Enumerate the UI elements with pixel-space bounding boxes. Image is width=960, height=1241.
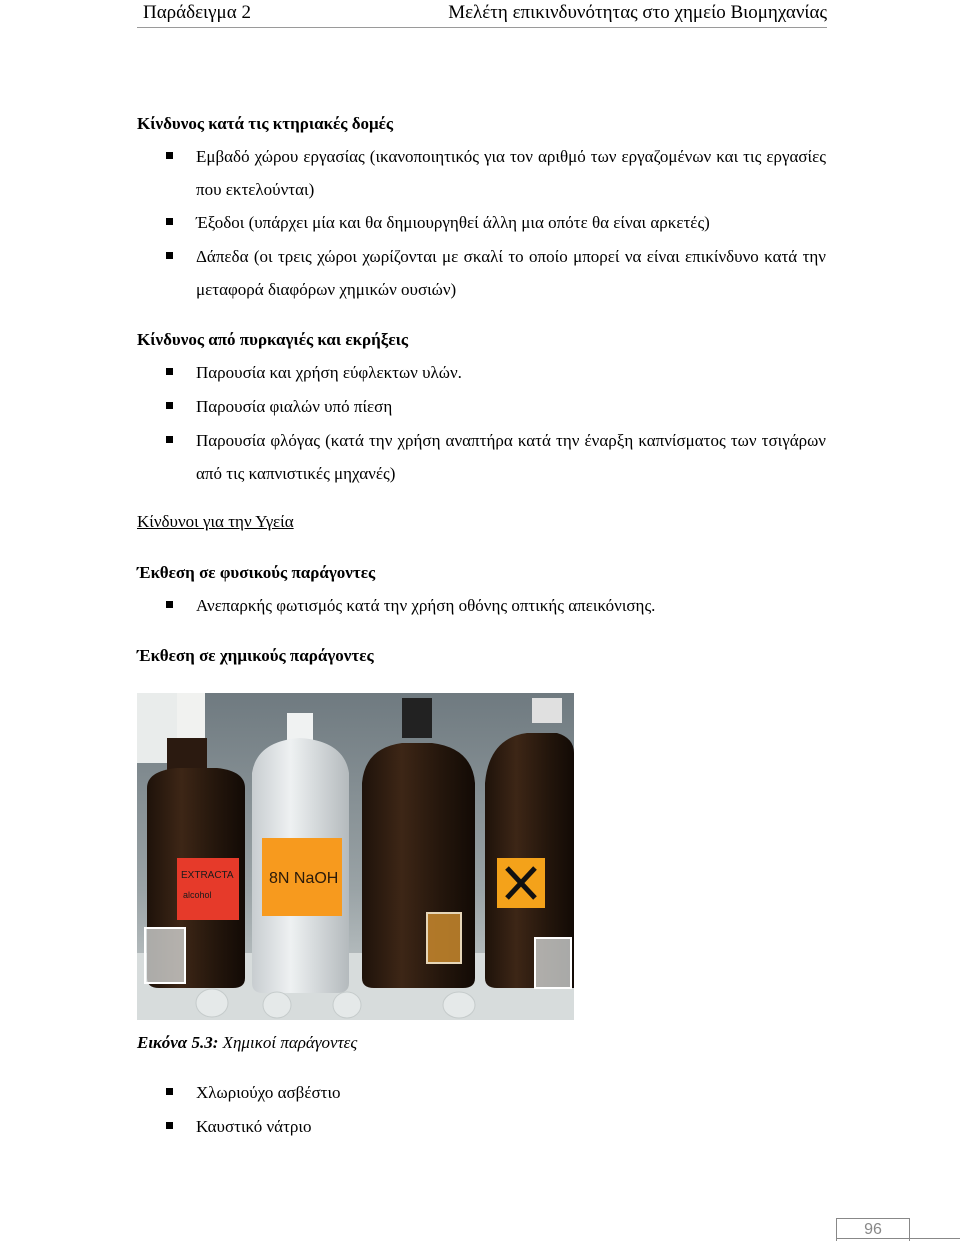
bottle-label-text: EXTRACTA: [181, 870, 234, 881]
bullet-icon: [166, 1088, 173, 1095]
lab-bottles-photo: [137, 693, 574, 1020]
list-item: Έξοδοι (υπάρχει μία και θα δημιουργηθεί άλλη μια οπότε θα είναι αρκετές): [166, 206, 826, 239]
bottle-label-text: 8N NaOH: [269, 870, 339, 887]
bottle-label-text: alcohol: [183, 890, 212, 900]
figure-caption-text: Χημικοί παράγοντες: [218, 1033, 358, 1052]
page-header: [137, 0, 827, 28]
bullet-icon: [166, 436, 173, 443]
figure-caption: [137, 1033, 357, 1053]
list-item: Παρουσία φιαλών υπό πίεση: [166, 390, 826, 423]
section-heading-physical: Έκθεση σε φυσικούς παράγοντες: [137, 563, 376, 582]
bullet-icon: [166, 1122, 173, 1129]
list-item: Χλωριούχο ασβέστιο: [166, 1076, 826, 1109]
bullet-icon: [166, 402, 173, 409]
bullet-icon: [166, 368, 173, 375]
section-heading-chemical: Έκθεση σε χημικούς παράγοντες: [137, 646, 374, 665]
list-item: Παρουσία φλόγας (κατά την χρήση αναπτήρα κατά την έναρξη καπνίσματος των τσιγάρων από τις καπνιστικές μηχανές): [166, 424, 826, 490]
header-left: Παράδειγμα 2: [143, 2, 251, 23]
section-heading-building: Κίνδυνος κατά τις κτηριακές δομές: [137, 114, 394, 133]
bullet-icon: [166, 218, 173, 225]
section-heading-fire: Κίνδυνος από πυρκαγιές και εκρήξεις: [137, 330, 409, 349]
list-item: Ανεπαρκής φωτισμός κατά την χρήση οθόνης οπτικής απεικόνισης.: [166, 589, 826, 622]
section-heading-health: Κίνδυνοι για την Υγεία: [137, 512, 294, 531]
bullet-icon: [166, 152, 173, 159]
bullet-icon: [166, 601, 173, 608]
list-item: Παρουσία και χρήση εύφλεκτων υλών.: [166, 356, 826, 389]
bullet-icon: [166, 252, 173, 259]
list-item: Εμβαδό χώρου εργασίας (ικανοποιητικός για τον αριθμό των εργαζομένων και τις εργασίες που εκτελούνται): [166, 140, 826, 206]
page-number: 96: [864, 1221, 882, 1238]
header-right: Μελέτη επικινδυνότητας στο χημείο Βιομηχανίας: [448, 2, 827, 23]
list-item: Δάπεδα (οι τρεις χώροι χωρίζονται με σκαλί το οποίο μπορεί να είναι επικίνδυνο κατά την μεταφορά διαφόρων χημικών ουσιών): [166, 240, 826, 306]
list-item: Καυστικό νάτριο: [166, 1110, 826, 1143]
figure-label: Εικόνα 5.3:: [137, 1033, 219, 1052]
